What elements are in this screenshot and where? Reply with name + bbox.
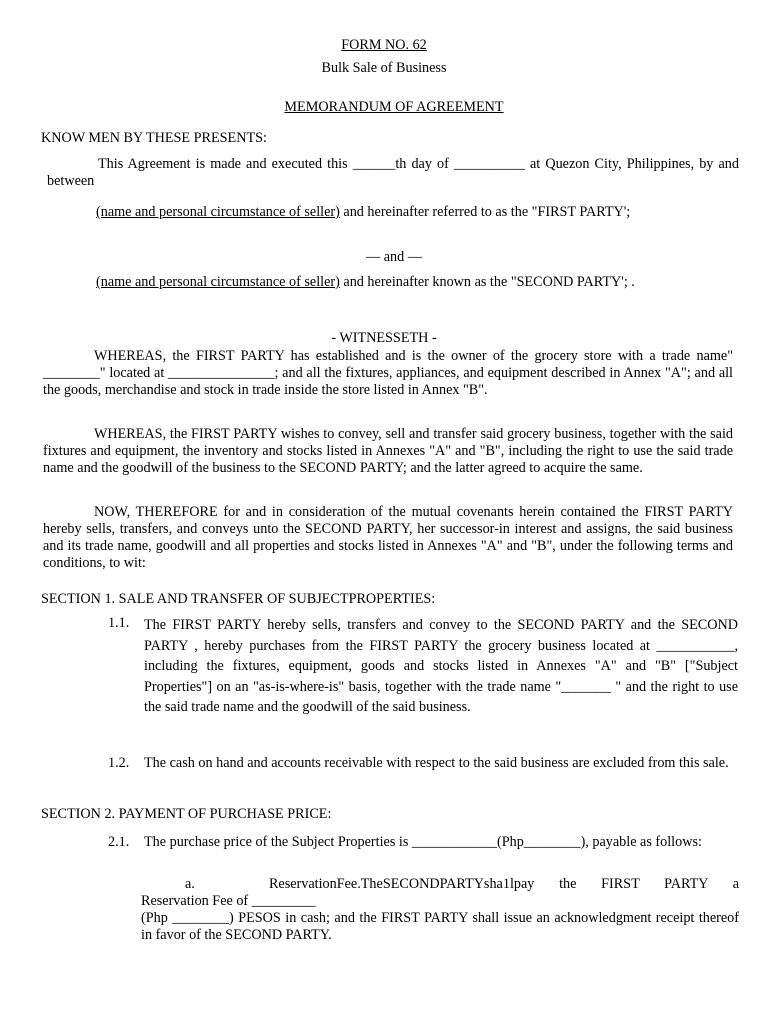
item-a-line-1 — [141, 876, 739, 893]
witnesseth-heading: - WITNESSETH - — [331, 330, 437, 346]
first-party-paragraph — [96, 204, 688, 221]
second-party-paragraph — [96, 274, 688, 291]
item-1-2-number: 1.2. — [108, 755, 130, 771]
and-separator: — and — — [366, 249, 422, 265]
item-2-1-number: 2.1. — [108, 834, 130, 850]
opening-line: KNOW MEN BY THESE PRESENTS: — [41, 130, 267, 146]
whereas-paragraph-2: WHEREAS, the FIRST PARTY wishes to convey, sell and transfer said grocery business, together with the said fixtures and equipment, the inventory and stocks listed in Annexes "A" and "B", including the right to use the said trade name and the goodwill of the business to the SECOND PARTY; and the latter agreed to acquire the same. — [43, 426, 733, 476]
intro-paragraph: This Agreement is made and executed this ______th day of __________ at Quezon City, Philippines, by and between — [47, 156, 739, 189]
form-number: FORM NO. 62 — [341, 37, 427, 53]
document-title: MEMORANDUM OF AGREEMENT — [284, 99, 504, 115]
item-1-2-text: The cash on hand and accounts receivable with respect to the said business are excluded from this sale. — [144, 755, 729, 771]
now-therefore-paragraph: NOW, THEREFORE for and in consideration of the mutual covenants herein contained the FIRST PARTY hereby sells, transfers, and conveys unto the SECOND PARTY, her successor-in interest and assigns, the said business and its trade name, goodwill and all properties and stocks listed in Annexes "A" and "B", under the following terms and conditions, to wit: — [43, 504, 733, 571]
item-1-1-text: The FIRST PARTY hereby sells, transfers and convey to the SECOND PARTY and the SECOND PARTY , hereby purchases from the FIRST PARTY the grocery business located at ___________, including the fixtures, equipment, goods and stocks listed in Annexes "A" and "B" ["Subject Properties"] on an "as-is-where-is" basis, together with the trade name "_______ " and the right to use the said trade name and the goodwill of the said business. — [144, 617, 738, 716]
second-party-placeholder: (name and personal circumstance of seller) — [96, 274, 340, 290]
item-2-1-text: The purchase price of the Subject Properties is ____________(Php________), payable as follows: — [144, 834, 702, 850]
item-1-1-number: 1.1. — [108, 615, 130, 631]
form-title: Bulk Sale of Business — [321, 60, 447, 76]
item-a-line-3: (Php ________) PESOS in cash; and the FIRST PARTY shall issue an acknowledgment receipt thereof in favor of the SECOND PARTY. — [141, 910, 739, 943]
section-2-heading: SECTION 2. PAYMENT OF PURCHASE PRICE: — [41, 806, 332, 822]
item-a-line-2: Reservation Fee of _________ — [141, 893, 316, 909]
first-party-text: and hereinafter referred to as the "FIRST PARTY'; — [339, 204, 631, 220]
item-a-label: a. — [185, 876, 195, 892]
item-a-first-line: ReservationFee.TheSECONDPARTYsha1lpay the FIRST PARTY a — [268, 876, 740, 892]
whereas-paragraph-1: WHEREAS, the FIRST PARTY has established and is the owner of the grocery store with a trade name" ________" located at _______________; and all the fixtures, appliances, and equipment described in Annex "A"; and all the goods, merchandise and stock in trade inside the store listed in Annex "B". — [43, 348, 733, 398]
section-1-heading: SECTION 1. SALE AND TRANSFER OF SUBJECTPROPERTIES: — [41, 591, 436, 607]
first-party-placeholder: (name and personal circumstance of seller) — [96, 204, 340, 220]
second-party-text: and hereinafter known as the "SECOND PARTY'; . — [339, 274, 635, 290]
